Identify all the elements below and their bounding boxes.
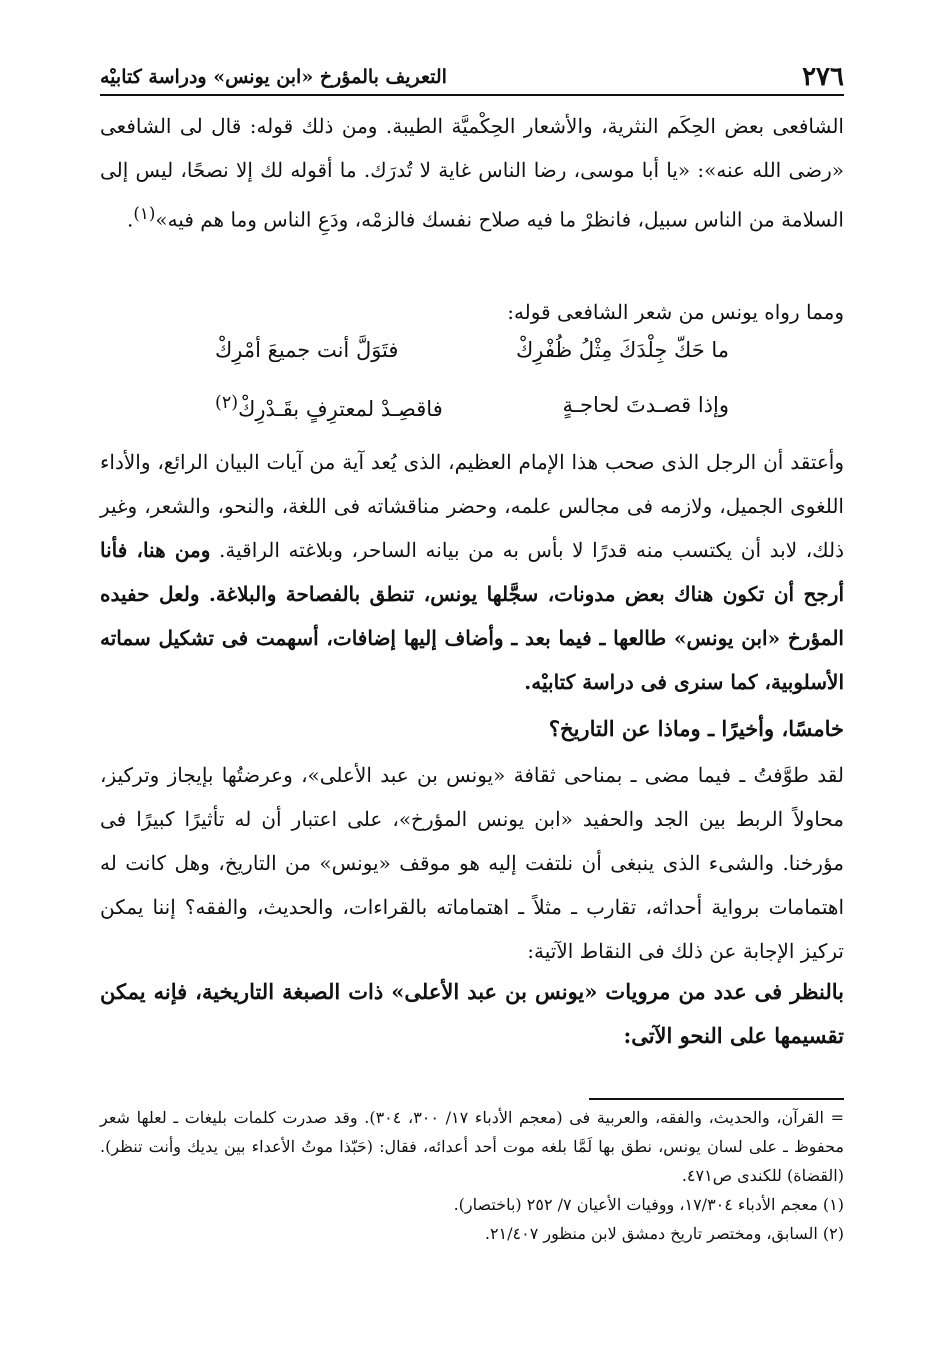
paragraph-history: لقد طوَّفتُ ـ فيما مضى ـ بمناحى ثقافة «يونس بن عبد الأعلى»، وعرضتُها بإيجاز وتركيز، محاولاً الربط بين الجد والحفيد «ابن يونس المؤرخ»، على اعتبار أن له تأثيرًا كبيرًا فى مؤرخنا. والشىء الذى ينبغى أن نلتفت إليه هو موقف «يونس» من التاريخ، وهل كانت له اهتمامات برواية أحداثه، تقارب ـ مثلاً ـ اهتماماته بالقراءات، والحديث، والفقه؟ إننا يمكن تركيز الإجابة عن ذلك فى النقاط الآتية: [100, 763, 844, 963]
footnote-ref-2: (٢) [215, 393, 239, 413]
footnote-2: (٢) السابق، ومختصر تاريخ دمشق لابن منظور ٢١/٤٠٧. [484, 1224, 844, 1243]
paragraph-belief [100, 440, 844, 704]
footnote-1: (١) معجم الأدباء ١٧/٣٠٤، ووفيات الأعيان ٧/ ٢٥٢ (باختصار). [453, 1195, 844, 1214]
running-title: التعريف بالمؤرخ «ابن يونس» ودراسة كتابيْه [100, 66, 447, 88]
verse-2-first-hemistich: وإذا قصـدتَ لحاجـةٍ [562, 393, 729, 417]
paragraph-bold-conclusion: بالنظر فى عدد من مرويات «يونس بن عبد الأعلى» ذات الصبغة التاريخية، فإنه يمكن تقسيمها على النحو الآتى: [100, 979, 844, 1048]
verse-1-first-hemistich: ما حَكّ جِلْدَكَ مِثْلُ ظُفْرِكْ [515, 338, 729, 362]
verse-line-2 [215, 393, 729, 421]
footnote-ref-1: (١) [133, 204, 156, 223]
page-header [100, 52, 844, 92]
paragraph-text: الشافعى بعض الحِكَم النثرية، والأشعار الحِكْميَّة الطيبة. ومن ذلك قوله: قال لى الشافعى «رضى الله عنه»: «يا أبا موسى، رضا الناس غاية لا تُدرَك. ما أقوله لك إلا نصحًا، ليس إلى السلامة من الناس سبيل، فانظرْ ما فيه صلاح نفسك فالزمْه، ودَعِ الناس وما هم فيه» [100, 114, 844, 232]
verse-2-text: فاقصِـدْ لمعترِفٍ بقَـدْرِكْ [238, 397, 443, 421]
paragraph-plain-text: وأعتقد أن الرجل الذى صحب هذا الإمام العظيم، الذى يُعد آية من آيات البيان الرائع، والأداء اللغوى الجميل، ولازمه فى مجالس علمه، وحضر مناقشاته فى اللغة، والنحو، والشعر، وغير ذلك، لابد أن يكتسب منه قدرًا لا بأس به من بيانه الساحر، وبلاغته الراقية. [100, 450, 845, 562]
verse-2-second-hemistich [215, 393, 443, 421]
section-heading: خامسًا، وأخيرًا ـ وماذا عن التاريخ؟ [548, 716, 844, 741]
header-divider [100, 94, 844, 96]
paragraph-shafii-sayings [100, 104, 844, 242]
paragraph-poem-intro: ومما رواه يونس من شعر الشافعى قوله: [507, 300, 844, 324]
verse-1-second-hemistich: فتَوَلَّ أنت جميعَ أمْرِكْ [215, 338, 399, 362]
footnotes [100, 1103, 844, 1248]
page-number: ٢٧٦ [802, 62, 844, 92]
footnote-divider [589, 1098, 844, 1100]
paragraph-bold-text: ومن هنا، فأنا أرجح أن تكون هناك بعض مدونات، سجَّلها يونس، تنطق بالفصاحة والبلاغة. ولعل حفيده المؤرخ «ابن يونس» طالعها ـ فيما بعد ـ وأضاف إليها إضافات، أسهمت فى تشكيل سماته الأسلوبية، كما سنرى فى دراسة كتابيْه. [100, 538, 844, 694]
verse-line-1 [215, 338, 729, 362]
paragraph-end: . [127, 207, 134, 232]
footnote-continuation: = القرآن، والحديث، والفقه، والعربية فى (معجم الأدباء ١٧/ ٣٠٠، ٣٠٤). وقد صدرت كلمات بليغات ـ لعلها شعر محفوظ ـ على لسان يونس، نطق بها لَمَّا بلغه موت أحد أعدائه، فقال: (حَبّذا موتُ الأعداء بين يديك وأنت تنظر). (القضاة) للكندى ص٤٧١. [100, 1108, 845, 1185]
